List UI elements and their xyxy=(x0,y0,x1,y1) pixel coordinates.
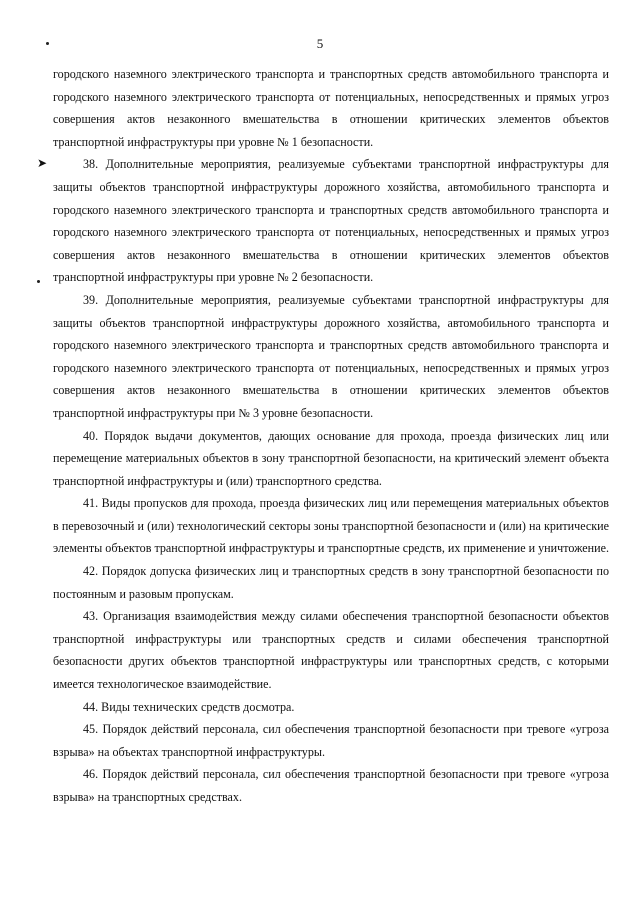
paragraph-46: 46. Порядок действий персонала, сил обеспечения транспортной безопасности при тревоге «угроза взрыва» на транспортных средствах. xyxy=(53,767,609,804)
document-body xyxy=(53,63,609,809)
paragraph-continuation: городского наземного электрического транспорта и транспортных средств автомобильного транспорта и городского наземного электрического транспорта от потенциальных, непосредственных и прямых угроз совершения актов незаконного вмешательства в отношении критических элементов объектов транспортной инфраструктуры при уровне № 1 безопасности. xyxy=(53,67,609,149)
paragraph-40: 40. Порядок выдачи документов, дающих основание для прохода, проезда физических лиц или перемещение материальных объектов в зону транспортной безопасности, на критический элемент объекта транспортной инфраструктуры и (или) транспортного средства. xyxy=(53,428,609,488)
paragraph-41: 41. Виды пропусков для прохода, проезда физических лиц или перемещения материальных объектов в перевозочный и (или) технологический секторы зоны транспортной безопасности и (или) на критические элементы объектов транспортной инфраструктуры и транспортные средств, их применение и уничтожение. xyxy=(53,496,609,556)
paragraph-39: 39. Дополнительные мероприятия, реализуемые субъектами транспортной инфраструктуры для защиты объектов транспортной инфраструктуры дорожного хозяйства, автомобильного транспорта и городского наземного электрического транспорта и транспортных средств автомобильного транспорта и городского наземного электрического транспорта от потенциальных, непосредственных и прямых угроз совершения актов незаконного вмешательства в отношении критических элементов объектов транспортной инфраструктуры при № 3 уровне безопасности. xyxy=(53,292,609,420)
page-number: 5 xyxy=(316,36,324,51)
paragraph-38: 38. Дополнительные мероприятия, реализуемые субъектами транспортной инфраструктуры для защиты объектов транспортной инфраструктуры дорожного хозяйства, автомобильного транспорта и городского наземного электрического транспорта и транспортных средств автомобильного транспорта и городского наземного электрического транспорта от потенциальных, непосредственных и прямых угроз совершения актов незаконного вмешательства в отношении критических элементов объектов транспортной инфраструктуры при уровне № 2 безопасности. xyxy=(53,157,609,285)
scan-speck-left xyxy=(37,280,40,283)
paragraph-42: 42. Порядок допуска физических лиц и транспортных средств в зону транспортной безопасности по постоянным и разовым пропускам. xyxy=(53,564,609,601)
paragraph-44: 44. Виды технических средств досмотра. xyxy=(83,699,295,714)
scan-arrow-mark: ➤ xyxy=(37,156,48,170)
paragraph-43: 43. Организация взаимодействия между силами обеспечения транспортной безопасности объектов транспортной инфраструктуры или транспортных средств и силами обеспечения транспортной безопасности других объектов транспортной инфраструктуры или транспортных средств, с которыми имеется технологическое взаимодействие. xyxy=(53,609,609,692)
paragraph-45: 45. Порядок действий персонала, сил обеспечения транспортной безопасности при тревоге «угроза взрыва» на объектах транспортной инфраструктуры. xyxy=(53,722,609,759)
